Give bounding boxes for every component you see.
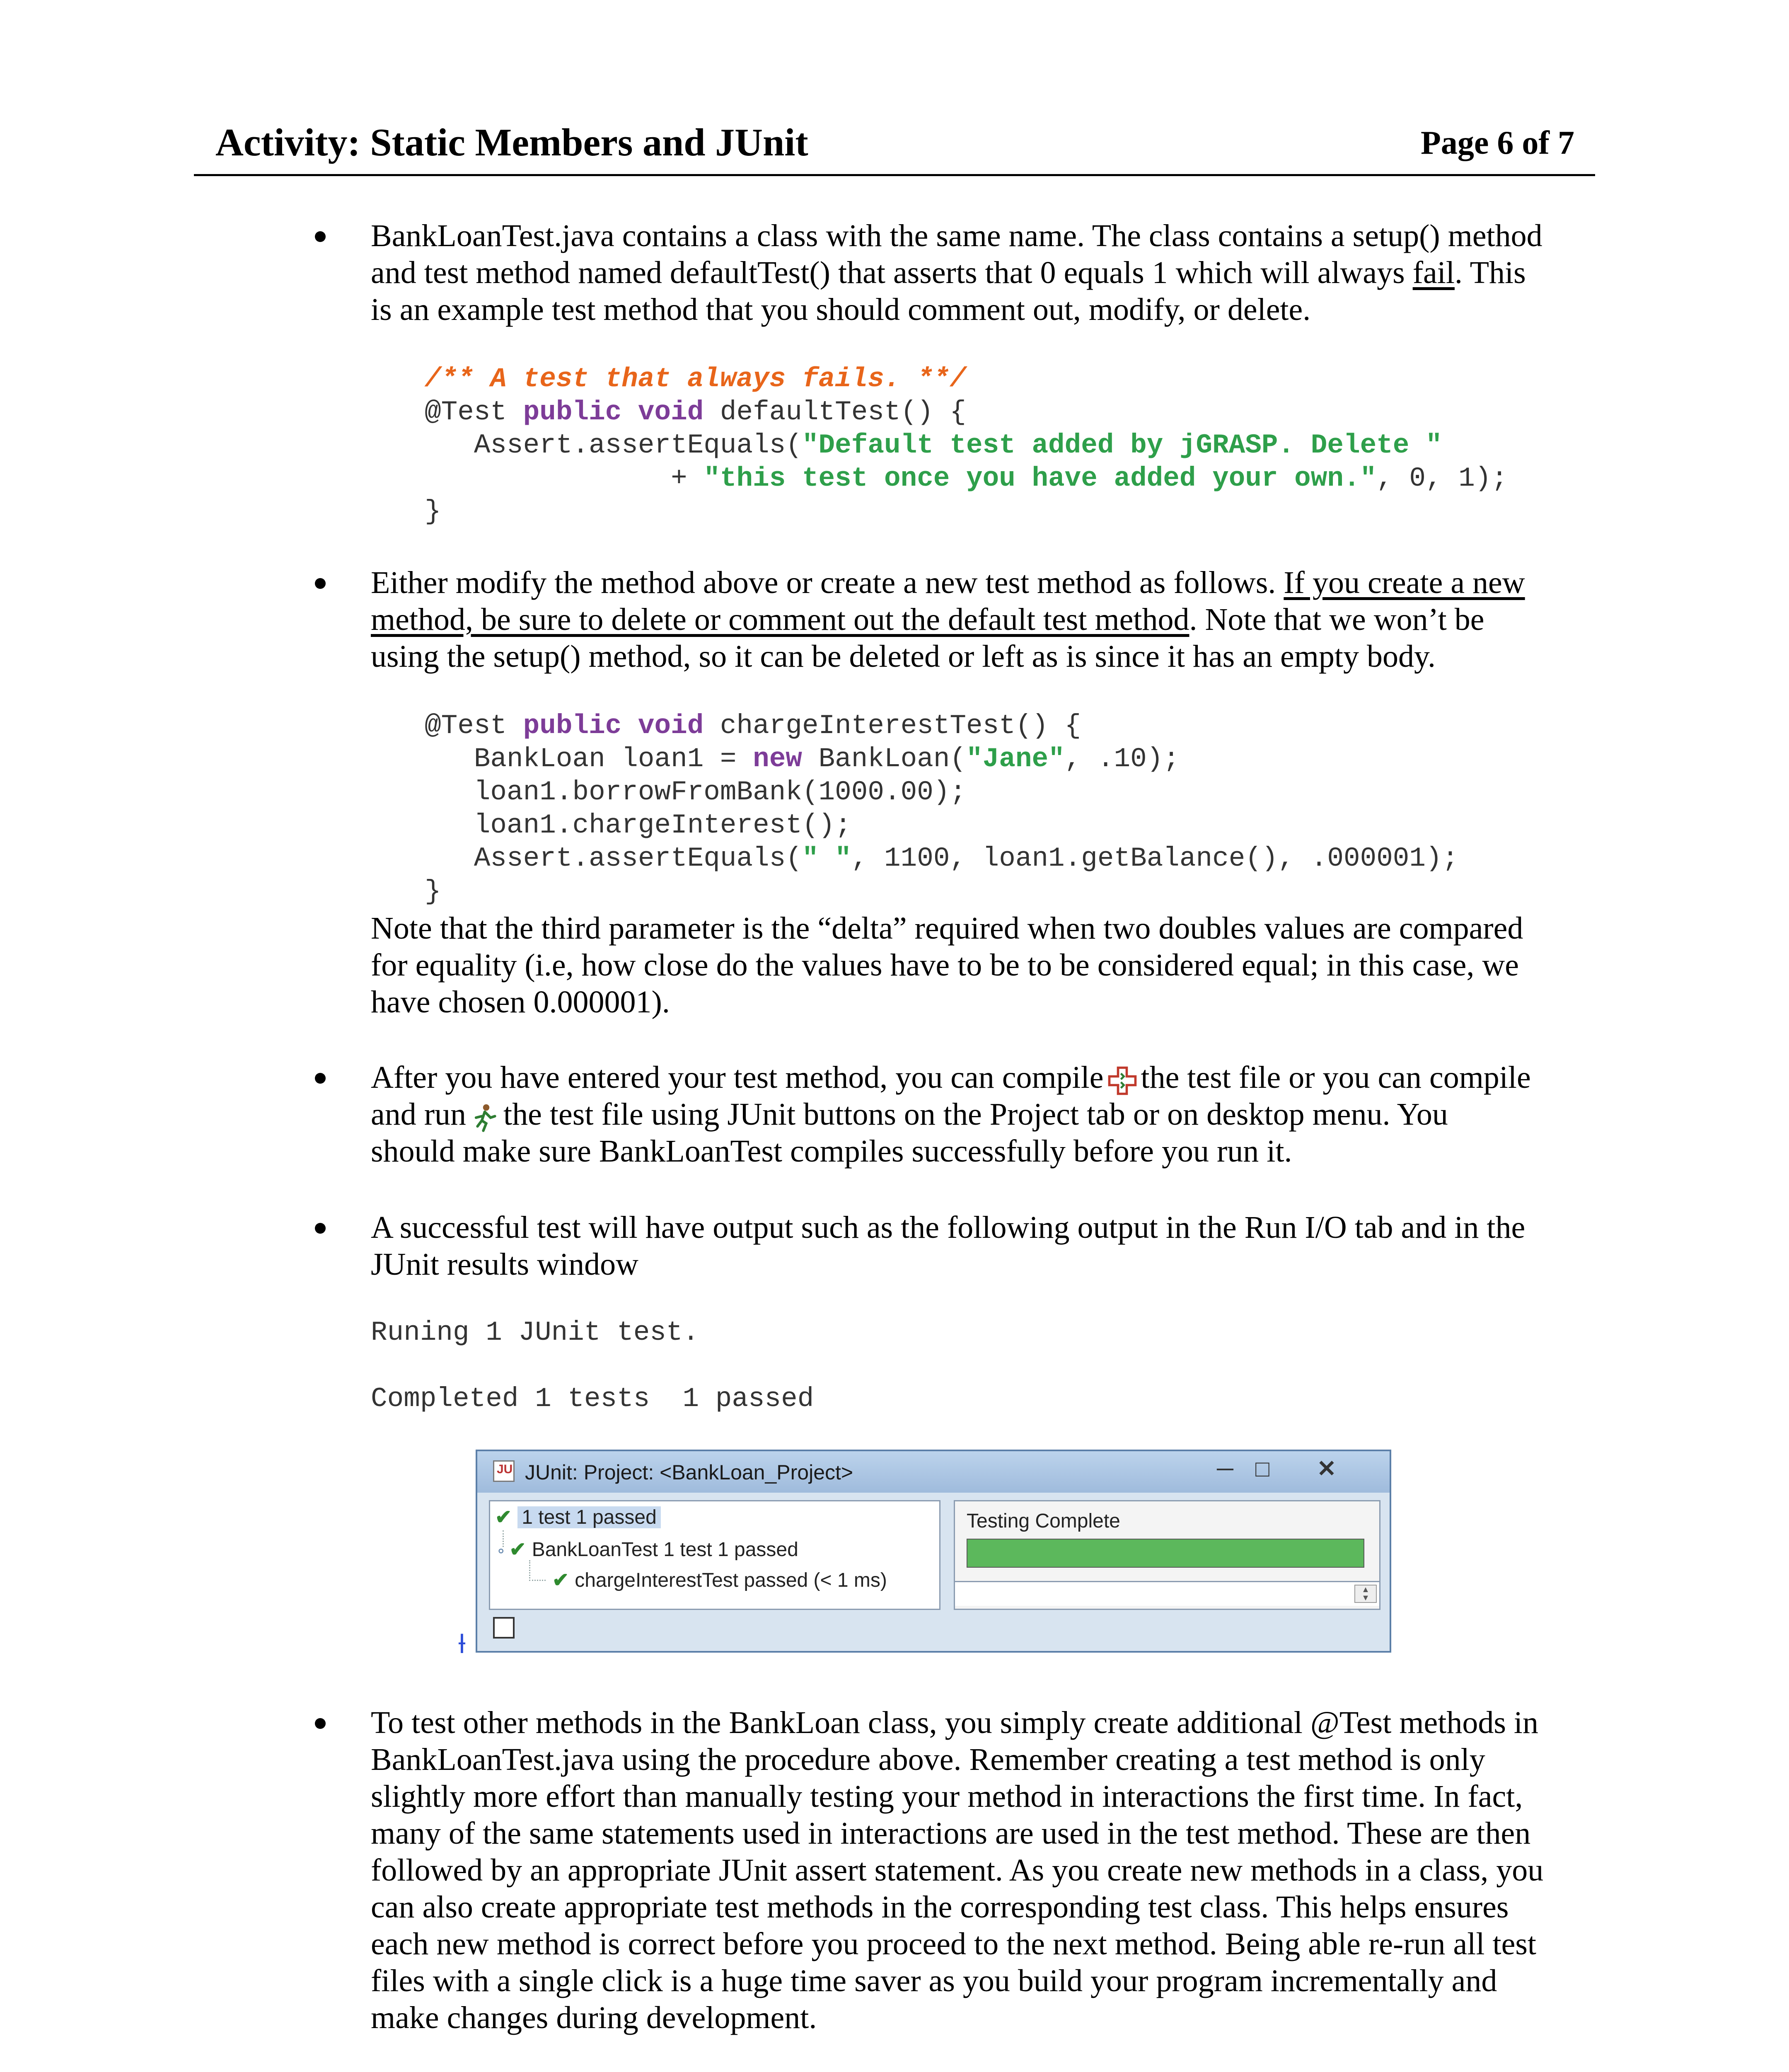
code-block-default-test: /** A test that always fails. **/ @Test public void defaultTest() { Assert.assertEquals("Default test added by jGRASP. Delete " + "this test once you have added your own.", 0, 1); } — [425, 363, 1508, 527]
text-line: many of the same statements used in interactions are used in the test method. These are then — [371, 1816, 1531, 1851]
text-line: Note that the third parameter is the “delta” required when two doubles values are compared — [371, 911, 1523, 946]
text-line: using the setup() method, so it can be deleted or left as is since it has an empty body. — [371, 639, 1436, 674]
status-pane — [954, 1500, 1380, 1610]
text-line: A successful test will have output such as the following output in the Run I/O tab and in the — [371, 1210, 1525, 1245]
bullet-marker — [315, 1073, 326, 1084]
window-title-bar[interactable] — [477, 1451, 1390, 1493]
tree-item-class[interactable]: ⚬ ✔ BankLoanTest 1 test 1 passed — [495, 1539, 798, 1561]
junit-logo-icon: JU — [493, 1460, 515, 1482]
code-block-charge-interest-test: @Test public void chargeInterestTest() { BankLoan loan1 = new BankLoan("Jane", .10); loan1.borrowFromBank(1000.00); loan1.chargeInterest(); Assert.assertEquals(" ", 1100, loan1.getBalance(), .000001); } — [425, 710, 1459, 907]
text-line: After you have entered your test method, you can compile the test file or you can compile — [371, 1060, 1531, 1095]
text-line: To test other methods in the BankLoan class, you simply create additional @Test methods in — [371, 1705, 1539, 1740]
header-page-number: Page 6 of 7 — [1420, 125, 1574, 161]
spinner-icon[interactable]: ▲ ▼ — [1354, 1585, 1377, 1603]
bullet-marker — [315, 1718, 326, 1729]
test-tree-pane — [489, 1500, 940, 1610]
junit-compile-icon — [1108, 1066, 1137, 1095]
bullet-marker — [315, 578, 326, 589]
window-checkbox[interactable] — [493, 1617, 515, 1639]
text-line: should make sure BankLoanTest compiles successfully before you run it. — [371, 1134, 1292, 1169]
bullet-marker — [315, 231, 326, 242]
tree-expand-icon: ⚬ — [495, 1544, 507, 1559]
text-cursor-icon: Ɨ — [458, 1629, 466, 1659]
check-icon: ✔ — [509, 1539, 526, 1561]
text-line: slightly more effort than manually testing your method in interactions the first time. In fact, — [371, 1779, 1523, 1814]
delta-note-paragraph — [371, 910, 1593, 1021]
bullet-2-paragraph — [371, 564, 1593, 675]
bullet-1-paragraph — [371, 218, 1593, 328]
tree-connector — [529, 1560, 546, 1581]
check-icon: ✔ — [552, 1569, 569, 1591]
tree-item-root[interactable]: ✔ 1 test 1 passed — [495, 1506, 661, 1529]
test-progress-bar — [967, 1539, 1364, 1568]
status-label: Testing Complete — [967, 1510, 1120, 1532]
header-rule — [194, 174, 1595, 176]
tree-item-method[interactable]: ✔ chargeInterestTest passed (< 1 ms) — [552, 1569, 887, 1591]
output-line-completed: Completed 1 tests 1 passed — [371, 1383, 814, 1414]
output-line-running: Runing 1 JUnit test. — [371, 1317, 699, 1348]
bullet-marker — [315, 1223, 326, 1234]
bullet-4-paragraph — [371, 1209, 1593, 1283]
text-line: each new method is correct before you proceed to the next method. Being able re-run all test — [371, 1927, 1537, 1961]
junit-run-icon — [470, 1103, 499, 1132]
progress-fill — [967, 1539, 1364, 1567]
output-scroll-field[interactable] — [955, 1581, 1379, 1606]
minimize-button[interactable]: ─ — [1217, 1455, 1233, 1481]
close-button[interactable]: ✕ — [1317, 1455, 1337, 1481]
check-icon: ✔ — [495, 1506, 512, 1528]
window-title: JUnit: Project: <BankLoan_Project> — [525, 1461, 853, 1484]
junit-results-window — [476, 1450, 1391, 1653]
text-line: have chosen 0.000001). — [371, 985, 670, 1019]
text-line: JUnit results window — [371, 1247, 638, 1282]
text-line: BankLoanTest.java using the procedure above. Remember creating a test method is only — [371, 1742, 1485, 1777]
maximize-button[interactable]: □ — [1255, 1455, 1269, 1481]
text-line: and run the test file using JUnit buttons on the Project tab or on desktop menu. You — [371, 1097, 1448, 1132]
text-line: files with a single click is a huge time saver as you build your program incrementally and — [371, 1963, 1497, 1998]
text-line: is an example test method that you should comment out, modify, or delete. — [371, 292, 1311, 327]
text-line: for equality (i.e, how close do the values have to be to be considered equal; in this case, we — [371, 948, 1519, 983]
bullet-5-paragraph — [371, 1704, 1593, 2036]
text-line: BankLoanTest.java contains a class with the same name. The class contains a setup() method — [371, 218, 1542, 253]
bullet-3-paragraph — [371, 1059, 1593, 1170]
text-line: and test method named defaultTest() that asserts that 0 equals 1 which will always fail. This — [371, 255, 1526, 290]
text-line: Either modify the method above or create a new test method as follows. If you create a new — [371, 565, 1525, 600]
text-line: make changes during development. — [371, 2000, 817, 2035]
text-line: method, be sure to delete or comment out the default test method. Note that we won’t be — [371, 602, 1484, 637]
document-title: Activity: Static Members and JUnit — [215, 121, 808, 164]
text-line: followed by an appropriate JUnit assert statement. As you create new methods in a class, you — [371, 1853, 1544, 1888]
text-line: can also create appropriate test methods in the corresponding test class. This helps ensures — [371, 1890, 1509, 1924]
